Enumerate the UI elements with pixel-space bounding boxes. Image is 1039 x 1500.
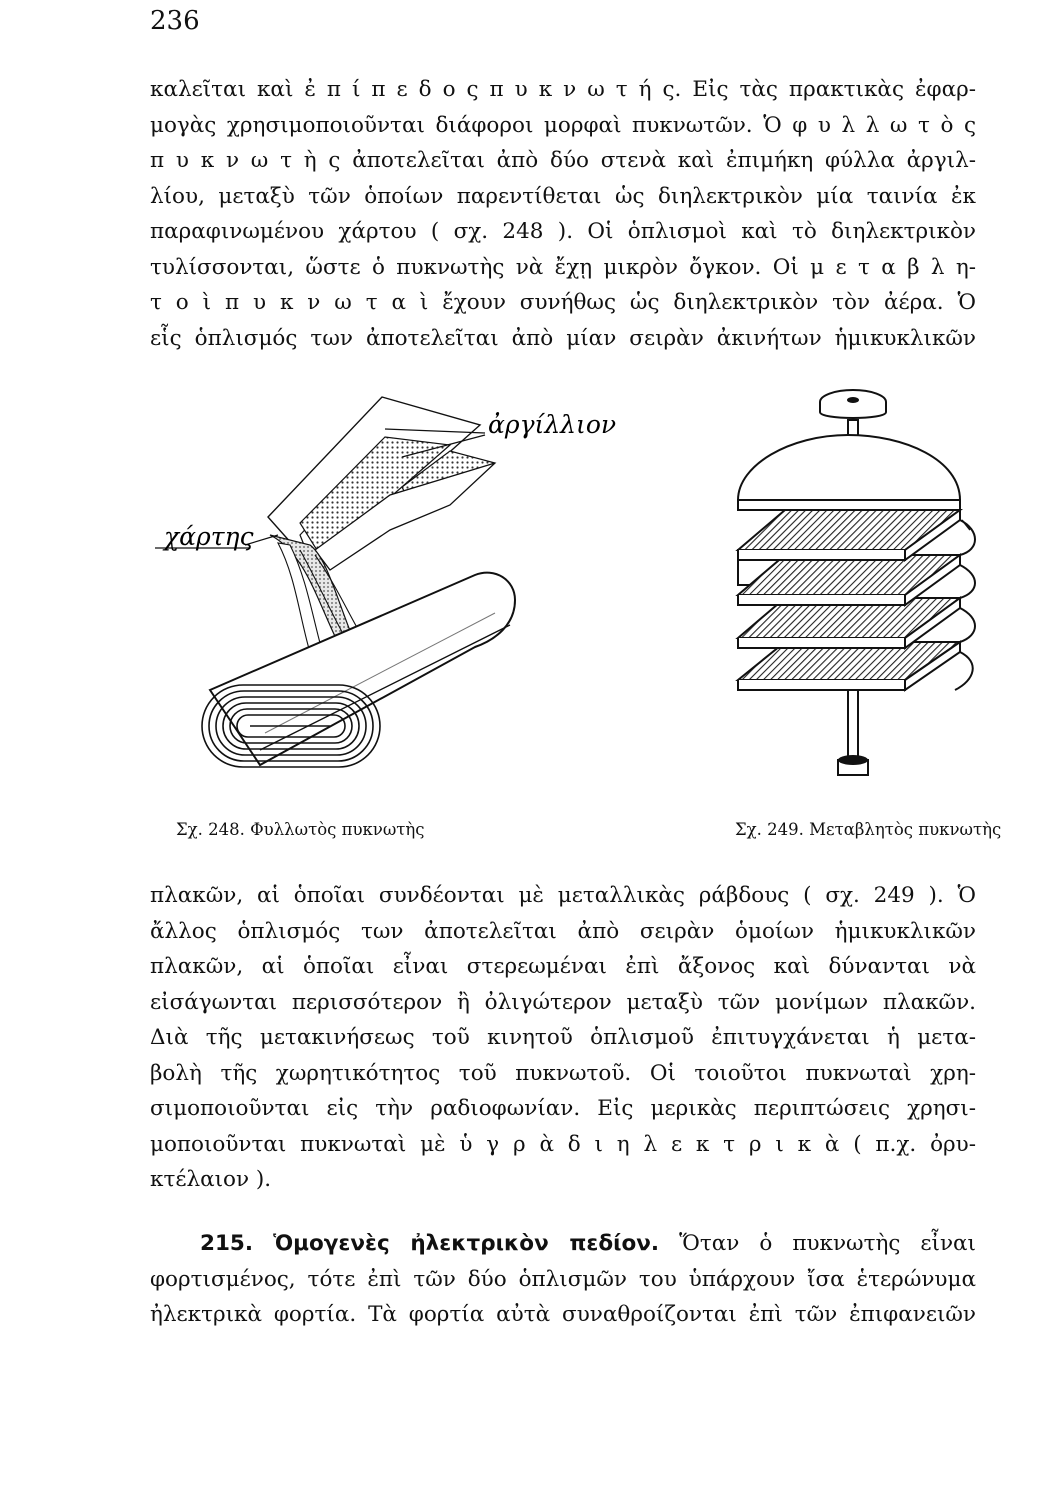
figure-249-variable-capacitor <box>730 380 985 800</box>
label-aluminium: ἀργίλλιον <box>488 410 617 439</box>
text-line: πλακῶν, αἱ ὁποῖαι εἶναι στερεωμέναι ἐπὶ ἄξονος καὶ δύνανται νὰ <box>150 954 976 979</box>
figure-248-caption: Σχ. 248. Φυλλωτὸς πυκνωτὴς <box>176 820 425 839</box>
paragraph-1 <box>150 72 976 356</box>
text-line: λίου, μεταξὺ τῶν ὁποίων παρεντίθεται ὡς διηλεκτρικὸν μία ταινία ἐκ <box>150 183 976 209</box>
section-number: 215. <box>200 1231 254 1256</box>
text-line: ἠλεκτρικὰ φορτία. Τὰ φορτία αὐτὰ συναθροίζονται ἐπὶ τῶν ἐπιφανειῶν <box>150 1302 976 1327</box>
figure-249-caption: Σχ. 249. Μεταβλητὸς πυκνωτὴς <box>735 820 1002 839</box>
text-line: εἰσάγωνται περισσότερον ἢ ὀλιγώτερον μεταξὺ τῶν μονίμων πλακῶν. <box>150 989 976 1015</box>
plates <box>738 435 975 690</box>
figure-248-foil-capacitor <box>150 385 620 815</box>
text-line: καλεῖται καὶ ἐ π ί π ε δ ο ς π υ κ ν ω τ ή ς. Εἰς τὰς πρακτικὰς ἐφαρ- <box>150 77 976 102</box>
page-number: 236 <box>150 6 200 36</box>
section-title: Ὁμογενὲς ἠλεκτρικὸν πεδίον. <box>273 1231 660 1256</box>
text-line: τ ο ὶ π υ κ ν ω τ α ὶ ἔχουν συνήθως ὡς διηλεκτρικὸν τὸν ἀέρα. Ὁ <box>150 290 976 315</box>
text-line: πλακῶν, αἱ ὁποῖαι συνδέονται μὲ μεταλλικὰς ράβδους ( σχ. 249 ). Ὁ <box>150 883 976 908</box>
text-line: παραφινωμένου χάρτου ( σχ. 248 ). Οἱ ὁπλισμοὶ καὶ τὸ διηλεκτρικὸν <box>150 219 976 244</box>
text-line: ἄλλος ὁπλισμός των ἀποτελεῖται ἀπὸ σειρὰν ὁμοίων ἡμικυκλικῶν <box>150 918 976 944</box>
text-line: π υ κ ν ω τ ὴ ς ἀποτελεῖται ἀπὸ δύο στενὰ καὶ ἐπιμήκη φύλλα ἀργιλ- <box>150 148 976 173</box>
section-215 <box>150 1226 976 1333</box>
text-line: κτέλαιον ). <box>150 1167 272 1192</box>
section-first-line: Ὅταν ὁ πυκνωτὴς εἶναι <box>679 1231 976 1256</box>
paragraph-2 <box>150 878 976 1198</box>
text-line: φορτισμένος, τότε ἐπὶ τῶν δύο ὁπλισμῶν του ὑπάρχουν ἴσα ἑτερώνυμα <box>150 1266 976 1292</box>
text-line: μογὰς χρησιμοποιοῦνται διάφοροι μορφαὶ πυκνωτῶν. Ὁ φ υ λ λ ω τ ὸ ς <box>150 112 976 138</box>
capacitor-roll <box>210 573 515 765</box>
text-line: Διὰ τῆς μετακινήσεως τοῦ κινητοῦ ὁπλισμοῦ ἐπιτυγχάνεται ἡ μετα- <box>150 1025 976 1050</box>
text-line: βολὴ τῆς χωρητικότητος τοῦ πυκνωτοῦ. Οἱ τοιοῦτοι πυκνωταὶ χρη- <box>150 1060 976 1086</box>
text-line: εἷς ὁπλισμός των ἀποτελεῖται ἀπὸ μίαν σειρὰν ἀκινήτων ἡμικυκλικῶν <box>150 325 976 351</box>
label-paper: χάρτης <box>164 522 254 551</box>
section-heading-line <box>150 1226 976 1262</box>
text-line: τυλίσσονται, ὥστε ὁ πυκνωτὴς νὰ ἔχῃ μικρὸν ὄγκον. Οἱ μ ε τ α β λ η- <box>150 254 976 280</box>
text-line: μοποιοῦνται πυκνωταὶ μὲ ὑ γ ρ ὰ δ ι η λ ε κ τ ρ ι κ ὰ ( π.χ. ὀρυ- <box>150 1131 976 1157</box>
text-line: σιμοποιοῦνται εἰς τὴν ραδιοφωνίαν. Εἰς μερικὰς περιπτώσεις χρησι- <box>150 1096 976 1121</box>
